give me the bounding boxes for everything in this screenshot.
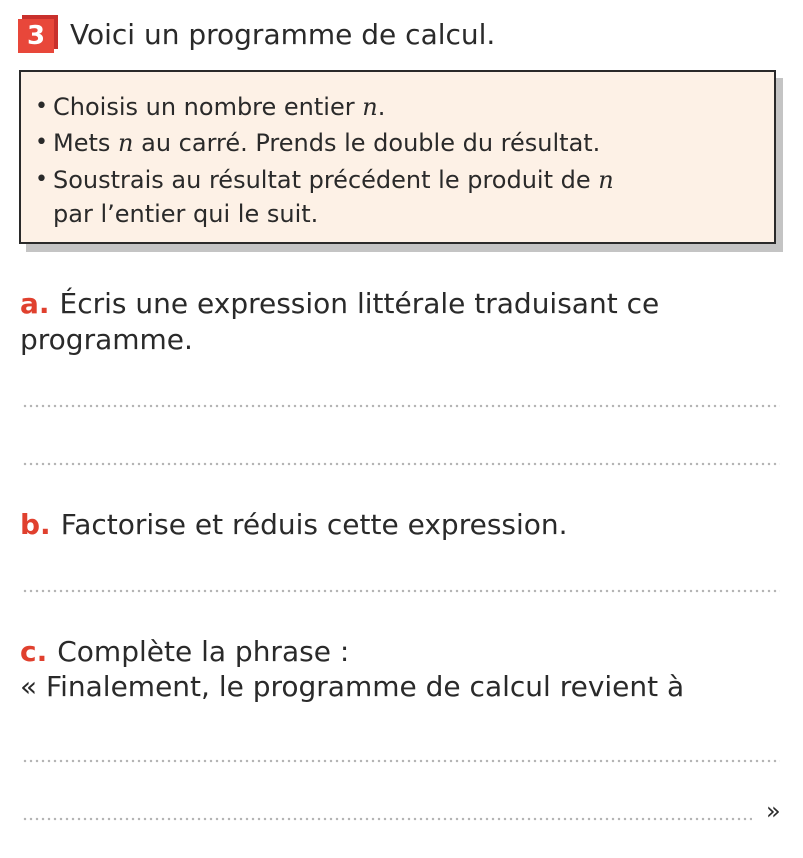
answer-line-b[interactable] [22, 589, 780, 593]
program-rule-3-continued: par l’entier qui le suit. [53, 200, 319, 228]
exercise-title-text: Voici un programme de calcul. [70, 17, 496, 51]
answer-line-c1[interactable] [22, 759, 780, 763]
program-rule-2: • Mets n au carré. Prends le double du résultat. [39, 126, 600, 160]
variable-n: n [362, 93, 378, 121]
variable-n: n [598, 166, 614, 194]
closing-quote: » [766, 797, 781, 825]
exercise-number-badge [18, 15, 58, 53]
exercise-title [18, 14, 495, 54]
answer-line-a1[interactable] [22, 404, 780, 408]
question-a [20, 286, 659, 322]
question-b [20, 507, 568, 543]
bullet-icon: • [35, 130, 48, 155]
question-c [20, 634, 349, 670]
answer-line-a2[interactable] [22, 462, 780, 466]
exercise-number: 3 [18, 19, 54, 53]
bullet-icon: • [35, 94, 48, 119]
question-c-text: Complète la phrase : [57, 635, 350, 668]
question-a-continued: programme. [20, 323, 193, 356]
question-b-letter: b. [20, 508, 51, 541]
variable-n: n [118, 129, 134, 157]
question-a-text: Écris une expression littérale traduisant ce [59, 287, 660, 320]
bullet-icon: • [35, 167, 48, 192]
question-a-letter: a. [20, 287, 50, 320]
program-box [19, 70, 776, 244]
program-rule-1: • Choisis un nombre entier n. [39, 90, 385, 124]
question-c-letter: c. [20, 635, 48, 668]
question-c-continued: « Finalement, le programme de calcul revient à [20, 670, 685, 703]
answer-line-c2[interactable] [22, 817, 752, 821]
question-b-text: Factorise et réduis cette expression. [60, 508, 568, 541]
program-rule-3: • Soustrais au résultat précédent le produit de n [39, 163, 614, 197]
